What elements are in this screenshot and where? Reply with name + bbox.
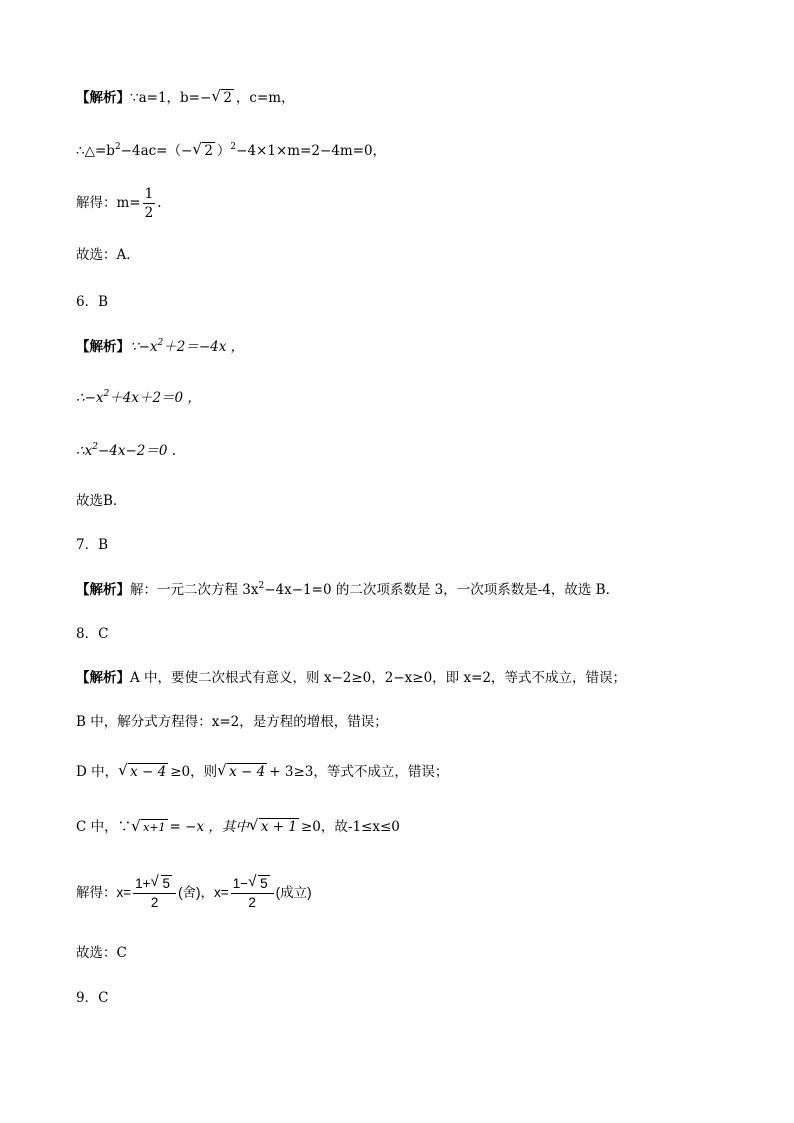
solution-line-18: 故选：C (76, 945, 127, 961)
question-number-6: 6．B (76, 294, 109, 310)
analysis-tag: 【解析】 (76, 582, 130, 598)
solution-line-9: 故选B． (76, 493, 127, 509)
solution-line-13 (76, 668, 626, 688)
exponent: 2 (92, 442, 98, 452)
text-segment: 解得：m= (76, 195, 141, 211)
text-segment: −4x−1=0 的二次项系数是 3，一次项系数是-4，故选 B． (264, 582, 620, 598)
text-segment: ∴x (76, 443, 93, 459)
text-segment: ＋2＝−4x ， (163, 339, 245, 355)
solution-line-16 (76, 817, 400, 838)
exponent: 2 (258, 581, 265, 591)
text-segment: (成立) (275, 885, 312, 901)
text-segment: + 3≥3，等式不成立，错误； (269, 764, 449, 780)
text-segment: ≥0，则 (170, 764, 218, 780)
sqrt-expression: √ 5 (150, 873, 171, 891)
analysis-tag: 【解析】 (76, 90, 130, 106)
solution-line-7 (76, 388, 201, 408)
sqrt-expression: √ 2 (192, 140, 213, 159)
text-segment: D 中， (76, 764, 119, 780)
text-segment: ＋4x＋2＝0 ， (109, 390, 201, 406)
sqrt-expression: √ x+1 (131, 817, 166, 835)
solution-line-15 (76, 762, 448, 782)
sqrt-expression: √ 5 (248, 873, 268, 891)
exponent: 2 (230, 142, 237, 152)
question-number-7: 7．B (76, 537, 109, 553)
solution-line-11 (76, 580, 619, 600)
text-segment: . (157, 195, 162, 211)
text-segment: ，c=m， (235, 90, 295, 106)
solution-line-3 (76, 185, 162, 222)
fraction: $\frac{1}{2}$ (144, 186, 154, 221)
fraction: 1− √ 5 2 (231, 875, 274, 912)
text-segment: ） (216, 143, 231, 159)
solution-line-2 (76, 141, 386, 161)
question-number-9: 9．C (76, 990, 109, 1006)
sqrt-expression: √ 2 (211, 87, 232, 106)
exponent: 2 (114, 142, 121, 152)
text-segment: = −x ，其中 (169, 819, 249, 835)
solution-line-6 (76, 337, 244, 357)
text-segment: ∴−x (76, 390, 104, 406)
solution-line-1 (76, 88, 295, 108)
text-segment: (舍)，x= (178, 885, 229, 901)
solution-line-8 (76, 441, 176, 461)
text-segment: 解得：x= (76, 885, 132, 901)
text-segment: ∵a=1，b=− (130, 90, 212, 106)
fraction: 1+ √ 5 2 (133, 875, 176, 912)
solution-line-14: B 中，解分式方程得：x=2，是方程的增根，错误； (76, 714, 388, 730)
text-segment: ∵−x (130, 339, 158, 355)
analysis-tag: 【解析】 (76, 670, 130, 686)
text-segment: ∴△=b (76, 143, 115, 159)
analysis-tag: 【解析】 (76, 339, 130, 355)
sqrt-expression: √ x + 1 (248, 816, 297, 835)
exponent: 2 (103, 389, 110, 399)
sqrt-expression: √ x − 4 (118, 761, 167, 780)
text-segment: C 中，∵ (76, 819, 132, 835)
text-segment: −4×1×m=2−4m=0， (236, 143, 387, 159)
text-segment: 解：一元二次方程 3x (130, 582, 259, 598)
text-segment: −4ac=（− (120, 143, 193, 159)
text-segment: ≥0，故-1≤x≤0 (300, 819, 400, 835)
solution-line-17 (76, 875, 312, 912)
text-segment: −4x−2＝0 . (97, 443, 177, 459)
exponent: 2 (157, 338, 164, 348)
sqrt-expression: √ x − 4 (217, 761, 266, 780)
text-segment: A 中，要使二次根式有意义，则 x−2≥0，2−x≥0，即 x=2，等式不成立，错误； (130, 670, 626, 686)
solution-line-4: 故选：A． (76, 247, 140, 263)
question-number-8: 8．C (76, 626, 109, 642)
